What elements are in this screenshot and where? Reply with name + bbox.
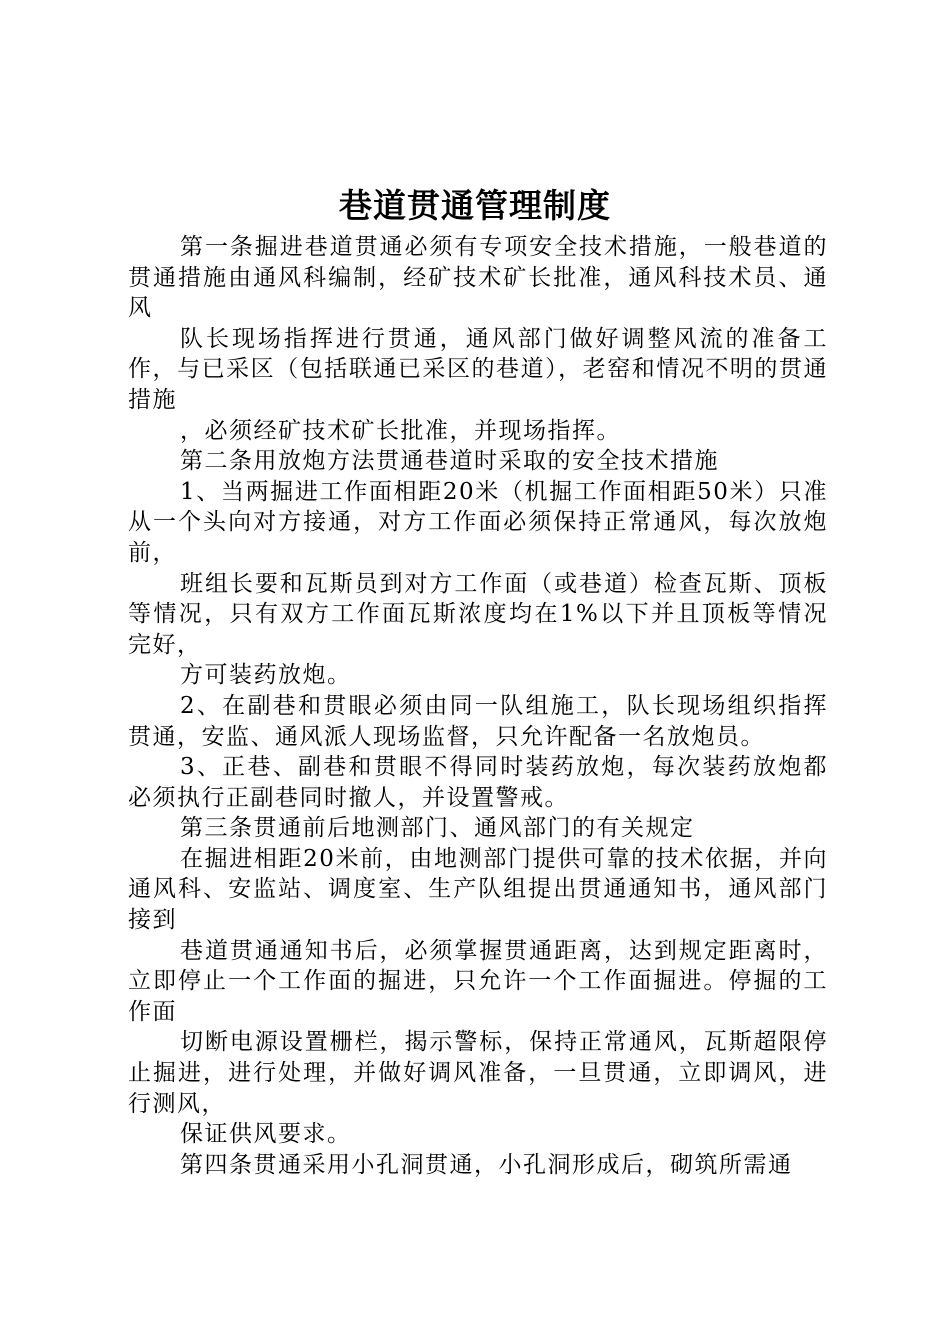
paragraph: 第一条掘进巷道贯通必须有专项安全技术措施，一般巷道的贯通措施由通风科编制，经矿技术矿长批准，通风科技术员、通风 bbox=[128, 234, 828, 322]
paragraph: 方可装药放炮。 bbox=[180, 662, 352, 689]
paragraph: 切断电源设置栅栏，揭示警标，保持正常通风，瓦斯超限停止掘进，进行处理，并做好调风准备，一旦贯通，立即调风，进行测风， bbox=[128, 1029, 828, 1117]
paragraph: 3、正巷、副巷和贯眼不得同时装药放炮，每次装药放炮都必须执行正副巷同时撤人，并设置警戒。 bbox=[128, 754, 828, 811]
paragraph: 第四条贯通采用小孔洞贯通，小孔洞形成后，砌筑所需通 bbox=[180, 1151, 793, 1178]
paragraph: ，必须经矿技术矿长批准，并现场指挥。 bbox=[180, 417, 621, 444]
paragraph: 第三条贯通前后地测部门、通风部门的有关规定 bbox=[180, 815, 695, 842]
paragraph: 巷道贯通通知书后，必须掌握贯通距离，达到规定距离时，立即停止一个工作面的掘进，只允许一个工作面掘进。停掘的工作面 bbox=[128, 937, 828, 1025]
document-body bbox=[128, 232, 828, 1180]
paragraph: 保证供风要求。 bbox=[180, 1121, 352, 1148]
paragraph: 队长现场指挥进行贯通，通风部门做好调整风流的准备工作，与已采区（包括联通已采区的巷道），老窑和情况不明的贯通措施 bbox=[128, 325, 828, 413]
paragraph: 第二条用放炮方法贯通巷道时采取的安全技术措施 bbox=[180, 448, 719, 475]
paragraph: 1、当两掘进工作面相距20米（机掘工作面相距50米）只准从一个头向对方接通，对方工作面必须保持正常通风，每次放炮前， bbox=[128, 478, 828, 566]
paragraph: 在掘进相距20米前，由地测部门提供可靠的技术依据，并向通风科、安监站、调度室、生产队组提出贯通通知书，通风部门接到 bbox=[128, 845, 828, 934]
paragraph: 2、在副巷和贯眼必须由同一队组施工，队长现场组织指挥贯通，安监、通风派人现场监督，只允许配备一名放炮员。 bbox=[128, 692, 828, 750]
document-title: 巷道贯通管理制度 bbox=[339, 186, 611, 225]
paragraph: 班组长要和瓦斯员到对方工作面（或巷道）检查瓦斯、顶板等情况，只有双方工作面瓦斯浓度均在1%以下并且顶板等情况完好， bbox=[128, 570, 828, 658]
